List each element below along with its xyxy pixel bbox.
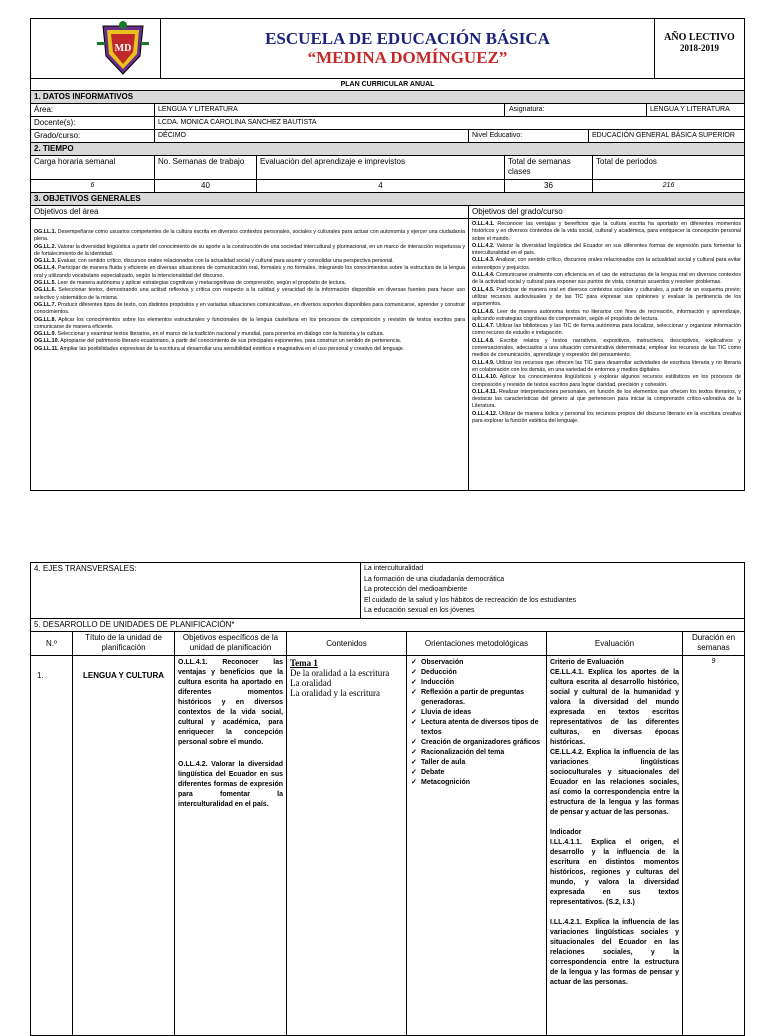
grado-objective — [472, 323, 741, 338]
plan-table — [30, 78, 745, 491]
objetivos-area-header: Objetivos del área — [31, 206, 469, 219]
col-header-contenidos: Contenidos — [287, 632, 407, 656]
spacer — [550, 818, 679, 828]
year-value: 2018-2019 — [680, 43, 719, 53]
grado-objective-text: Escribir relatos y textos narrativos, expositivos, instructivos, descriptivos, explicativos y conversacionales, adecuados a una situación comunicativa determinada; emplear los recursos de las TIC como medios de comunicación, aprendizaje y expresión del pensamiento. — [472, 337, 742, 359]
col-header-numero: N.º — [31, 632, 73, 656]
school-name-cell — [161, 19, 655, 79]
unit-duration: 9 — [683, 656, 745, 1036]
eje-item: La protección del medioambiente — [364, 586, 468, 593]
unidades-table — [30, 618, 745, 1036]
area-objective-code: OG.LL.5. — [34, 280, 57, 287]
eje-item: La educación sexual en los jóvenes — [364, 607, 475, 614]
grado-objective-text: Aplicar los conocimientos lingüísticos y explorar algunos recursos estilísticos en los procesos de composición y revisión de textos escritos para lograr claridad, precisión y cohesión. — [472, 374, 742, 388]
tiempo-header-semanas: No. Semanas de trabajo — [155, 156, 257, 180]
unit-number: 1. — [31, 656, 73, 1036]
method-label: Taller de aula — [421, 759, 466, 766]
unit-methods — [407, 656, 547, 1036]
area-objective-text: Participar de manera fluida y eficiente en diversas situaciones de comunicación oral, formales y no formales, integrando los conocimientos sobre la estructura de la lengua oral y utilizando vocabulario especializado, según la intencionalidad del discurso. — [34, 265, 465, 279]
area-objective — [34, 346, 465, 353]
eje-item: La interculturalidad — [364, 565, 424, 572]
evaluation-paragraph: CE.LL.4.1. Explica los aportes de la cultura escrita al desarrollo histórico, social y cultural de la humanidad y valora la diversidad del mundo expresada en textos escritos representativos de las diferentes culturas, en diversas épocas históricas. — [550, 669, 679, 746]
tiempo-header-total-periodos: Total de periodos — [593, 156, 745, 180]
unit-objective: O.LL.4.1. Reconocer las ventajas y beneficios que la cultura escrita ha aportado en diferentes momentos históricos y en diversos contextos de la vida social, cultural y académica, para enriquecer la concepción personal sobre el mundo. — [178, 659, 283, 746]
area-objective — [34, 229, 465, 244]
check-icon: ✓ — [411, 659, 417, 666]
section-objetivos: 3. OBJETIVOS GENERALES — [31, 193, 745, 206]
asignatura-label: Asignatura: — [505, 104, 647, 117]
content-item: La oralidad — [290, 678, 332, 688]
grado-objective-code: O.LL.4.12. — [472, 410, 498, 417]
section-datos: 1. DATOS INFORMATIVOS — [31, 91, 745, 104]
area-objective-code: OG.LL.7. — [34, 301, 57, 308]
tiempo-header-evaluacion: Evaluación del aprendizaje e imprevistos — [257, 156, 505, 180]
grado-objective-code: O.LL.4.1. — [472, 221, 495, 227]
grado-objective — [472, 338, 741, 360]
ejes-list — [361, 563, 745, 619]
logo-cell — [31, 19, 161, 79]
grado-objective — [472, 257, 741, 272]
grado-value: DÉCIMO — [155, 130, 469, 143]
col-header-titulo: Título de la unidad de planificación — [73, 632, 175, 656]
area-objective — [34, 331, 465, 338]
method-item — [411, 738, 543, 748]
col-header-objetivos: Objetivos específicos de la unidad de planificación — [175, 632, 287, 656]
grado-objective-code: O.LL.4.8. — [472, 337, 495, 344]
nivel-value: EDUCACIÓN GENERAL BÁSICA SUPERIOR — [589, 130, 745, 143]
grado-objective-code: O.LL.4.5. — [472, 286, 495, 293]
school-shield-icon — [93, 20, 153, 78]
tiempo-value-total-periodos: 216 — [593, 180, 745, 193]
unit-title: LENGUA Y CULTURA — [73, 656, 175, 1036]
grado-objective-code: O.LL.4.11. — [472, 388, 498, 395]
page-2 — [30, 562, 744, 1024]
area-objective-code: OG.LL.3. — [34, 258, 57, 265]
grado-objective-code: O.LL.4.6. — [472, 308, 495, 315]
check-icon: ✓ — [411, 739, 417, 746]
grado-objective — [472, 389, 741, 411]
area-objective-code: OG.LL.8. — [34, 316, 57, 323]
year-cell — [655, 19, 745, 79]
area-objective — [34, 258, 465, 265]
docente-value: LCDA. MONICA CAROLINA SANCHEZ BAUTISTA — [155, 117, 745, 130]
spacer — [550, 908, 679, 918]
eje-item: La formación de una ciudadanía democrática — [364, 575, 505, 583]
asignatura-value: LENGUA Y LITERATURA — [647, 104, 745, 117]
area-objective-text: Ampliar las posibilidades expresivas de la escritura al desarrollar una sensibilidad estética e imaginativa en el uso personal y creativo del lenguaje. — [58, 345, 405, 352]
method-label: Creación de organizadores gráficos — [421, 739, 541, 746]
unit-objective: O.LL.4.2. Valorar la diversidad lingüística del Ecuador en sus diferentes formas de expresión para fomentar la interculturalidad en el país. — [178, 761, 283, 808]
grado-objective-code: O.LL.4.9. — [472, 359, 495, 366]
grado-objective — [472, 272, 741, 287]
method-label: Inducción — [421, 679, 455, 686]
method-item — [411, 778, 543, 788]
check-icon: ✓ — [411, 679, 417, 686]
area-objective — [34, 287, 465, 302]
docente-label: Docente(s): — [31, 117, 155, 130]
col-header-duracion: Duración en semanas — [683, 632, 745, 656]
method-label: Lectura atenta de diversos tipos de textos — [421, 719, 539, 736]
method-item — [411, 768, 543, 778]
area-label: Área: — [31, 104, 155, 117]
col-header-orientaciones: Orientaciones metodológicas — [407, 632, 547, 656]
grado-objective-text: Analizar, con sentido crítico, discursos orales relacionados con la actualidad social y cultural para evitar estereotipos y prejuicios. — [472, 257, 742, 271]
method-item — [411, 688, 543, 708]
area-objective-text: Apropiarse del patrimonio literario ecuatoriano, a partir del conocimiento de sus principales exponentes, para construir un sentido de pertenencia. — [59, 338, 402, 345]
area-objective-code: OG.LL.1. — [34, 229, 57, 235]
method-label: Metacognición — [421, 779, 471, 786]
school-name: ESCUELA DE EDUCACIÓN BÁSICA — [265, 29, 550, 48]
area-objective-code: OG.LL.9. — [34, 331, 57, 338]
objetivos-grado-list — [469, 219, 745, 491]
area-objective — [34, 302, 465, 317]
header-table — [30, 18, 745, 79]
area-objective — [34, 338, 465, 345]
grado-objective — [472, 243, 741, 258]
unit-objectives — [175, 656, 287, 1036]
grado-objective-code: O.LL.4.7. — [472, 323, 495, 330]
check-icon: ✓ — [411, 749, 417, 756]
content-item: De la oralidad a la escritura — [290, 668, 390, 678]
area-objective-code: OG.LL.2. — [34, 243, 57, 250]
area-objective-text: Seleccionar textos, demostrando una actitud reflexiva y crítica con respecto a la calidad y veracidad de la información disponible en diversas fuentes para hacer uso selectivo y sistemático de la misma. — [34, 287, 465, 301]
grado-objective — [472, 411, 741, 426]
area-value: LENGUA Y LITERATURA — [155, 104, 505, 117]
eje-item: El cuidado de la salud y los hábitos de recreación de los estudiantes — [364, 596, 577, 604]
method-item — [411, 668, 543, 678]
tiempo-header-carga: Carga horaria semanal — [31, 156, 155, 180]
page-1 — [30, 18, 744, 504]
grado-objective — [472, 221, 741, 243]
section-tiempo: 2. TIEMPO — [31, 143, 745, 156]
area-objective-code: OG.LL.6. — [34, 287, 57, 294]
area-objective-code: OG.LL.4. — [34, 265, 57, 272]
grado-label: Grado/curso: — [31, 130, 155, 143]
check-icon: ✓ — [411, 669, 417, 676]
content-item: La oralidad y la escritura — [290, 688, 380, 698]
grado-objective-code: O.LL.4.2. — [472, 242, 495, 249]
check-icon: ✓ — [411, 689, 417, 696]
spacer — [178, 748, 283, 760]
grado-objective — [472, 374, 741, 389]
area-objective-text: Leer de manera autónoma y aplicar estrategias cognitivas y metacognitivas de comprensión, según el propósito de lectura. — [56, 280, 347, 287]
tiempo-value-semanas: 40 — [155, 180, 257, 193]
method-label: Debate — [421, 769, 445, 776]
method-label: Lluvia de ideas — [421, 709, 472, 716]
grado-objective-text: Reconocer las ventajas y beneficios que la cultura escrita ha aportado en diferentes momentos históricos y en diversos contextos de la vida social, cultural y académica, para enriquecer la concepción personal sobre el mundo. — [472, 221, 742, 242]
unit-evaluation — [547, 656, 683, 1036]
grado-objective-code: O.LL.4.10. — [472, 374, 498, 381]
grado-objective-text: Participar de manera oral en diversos contextos sociales y culturales, a partir de un esquema previo; utilizar recursos audiovisuales y de las TIC para expresar sus opiniones y evaluar la pertinencia de los argumentos. — [472, 286, 742, 308]
check-icon: ✓ — [411, 719, 417, 726]
evaluation-paragraph: CE.LL.4.2. Explica la influencia de las variaciones lingüísticas socioculturales y situacionales del Ecuador en las relaciones sociales, así como la correspondencia entre la estructura de la lengua y las formas de pensar y actuar de las personas. — [550, 749, 679, 816]
shield-letters: MD — [114, 43, 132, 54]
area-objective-text: Valorar la diversidad lingüística a partir del conocimiento de su aporte a la construcción de una sociedad intercultural y plurinacional, en un marco de interacción respetuosa y de fortalecimiento de la identidad. — [34, 243, 465, 257]
grado-objective-text: Valorar la diversidad lingüística del Ecuador en sus diferentes formas de expresión para fomentar la interculturalidad en el país. — [472, 242, 742, 257]
school-name-quoted: “MEDINA DOMÍNGUEZ” — [307, 48, 508, 67]
tiempo-value-evaluacion: 4 — [257, 180, 505, 193]
methods-list — [411, 658, 543, 788]
method-label: Reflexión a partir de preguntas generadoras. — [421, 689, 525, 706]
area-objective-text: Aplicar los conocimientos sobre los elementos estructurales y funcionales de la lengua castellana en los procesos de composición y revisión de textos escritos para comunicarse de manera eficiente. — [34, 316, 465, 330]
col-header-evaluacion: Evaluación — [547, 632, 683, 656]
evaluation-paragraph: I.LL.4.1.1. Explica el origen, el desarrollo y la influencia de la escritura en distintos momentos históricos, regiones y culturas del mundo, y valora la diversidad expresada en sus textos representativos. (S.2, I.3.) — [550, 839, 679, 906]
area-objective — [34, 280, 465, 287]
check-icon: ✓ — [411, 759, 417, 766]
tiempo-value-total-semanas: 36 — [505, 180, 593, 193]
grado-objective — [472, 309, 741, 324]
area-objective-text: Desempeñarse como usuarios competentes de la cultura escrita en diversos contextos personales, sociales y culturales para actuar con autonomía y ejercer una ciudadanía plena. — [34, 229, 465, 243]
plan-title: PLAN CURRICULAR ANUAL — [31, 79, 745, 91]
year-label: AÑO LECTIVO — [664, 32, 735, 43]
area-objective-text: Evaluar, con sentido crítico, discursos orales relacionados con la actualidad social y cultural para asumir y consolidar una perspectiva personal. — [56, 258, 394, 265]
objetivos-grado-header: Objetivos del grado/curso — [469, 206, 745, 219]
check-icon: ✓ — [411, 779, 417, 786]
area-objective — [34, 244, 465, 259]
grado-objective-text: Utilizar las bibliotecas y las TIC de forma autónoma para localizar, seleccionar y organizar información como recurso de estudio e indagación. — [472, 323, 742, 337]
nivel-label: Nivel Educativo: — [469, 130, 589, 143]
objetivos-area-list — [31, 219, 469, 491]
grado-objective-text: Utilizar los recursos que ofrecen las TIC para desarrollar actividades de escritura literaria y no literaria en colaboración con los demás, en una variedad de entornos y medios digitales. — [472, 359, 742, 373]
method-item — [411, 758, 543, 768]
method-item — [411, 718, 543, 738]
area-objective-text: Producir diferentes tipos de texto, con distintos propósitos y en variadas situaciones comunicativas, en diversos soportes disponibles para comunicarse, aprender y construir conocimientos. — [34, 301, 465, 316]
tiempo-header-total-semanas: Total de semanas clases — [505, 156, 593, 180]
ejes-section-label: 4. EJES TRANSVERSALES: — [31, 563, 361, 619]
check-icon: ✓ — [411, 709, 417, 716]
section-desarrollo: 5. DESARROLLO DE UNIDADES DE PLANIFICACIÓN* — [31, 619, 745, 632]
grado-objective-text: Realizar interpretaciones personales, en función de los elementos que ofrecen los textos literarios, y destacar las características del género al que pertenecen para iniciar la comprensión crítico-valorativa de la Literatura. — [472, 388, 742, 410]
method-item — [411, 748, 543, 758]
area-objective — [34, 265, 465, 280]
grado-objective-text: Leer de manera autónoma textos no literarios con fines de recreación, información y aprendizaje, aplicando estrategias cognitivas de comprensión, según el propósito de lectura. — [472, 308, 742, 322]
method-label: Deducción — [421, 669, 457, 676]
grado-objective — [472, 360, 741, 375]
grado-objective — [472, 287, 741, 309]
evaluation-paragraph: I.LL.4.2.1. Explica la influencia de las variaciones lingüísticas sociales y situacionales del Ecuador en las relaciones sociales, y la correspondencia entre la estructura de la lengua y las formas de pensar y actuar de las personas. — [550, 919, 679, 986]
method-item — [411, 658, 543, 668]
ejes-table — [30, 562, 745, 619]
method-label: Observación — [421, 659, 464, 666]
method-label: Racionalización del tema — [421, 749, 505, 756]
grado-objective-text: Comunicarse oralmente con eficiencia en el uso de estructuras de la lengua oral en diversos contextos de la actividad social y cultural para exponer sus puntos de vista, construir acuerdos y resolver problemas. — [472, 272, 742, 286]
evaluation-paragraph: Criterio de Evaluación — [550, 659, 624, 666]
area-objective-code: OG.LL.11. — [34, 345, 59, 352]
grado-objective-code: O.LL.4.4. — [472, 272, 495, 279]
content-title: Tema 1 — [290, 658, 318, 668]
method-item — [411, 678, 543, 688]
area-objective — [34, 317, 465, 332]
grado-objective-code: O.LL.4.3. — [472, 257, 495, 264]
evaluation-paragraph: Indicador — [550, 829, 582, 836]
unit-contents — [287, 656, 407, 1036]
area-objective-code: OG.LL.10. — [34, 338, 60, 345]
check-icon: ✓ — [411, 769, 417, 776]
method-item — [411, 708, 543, 718]
tiempo-value-carga: 6 — [31, 180, 155, 193]
area-objective-text: Seleccionar y examinar textos literarios, en el marco de la tradición nacional y mundial, para ponerlos en diálogo con la historia y la cultura. — [56, 331, 385, 338]
grado-objective-text: Utilizar de manera lúdica y personal los recursos propios del discurso literario en la escritura creativa para explorar la función estética del lenguaje. — [472, 410, 742, 425]
